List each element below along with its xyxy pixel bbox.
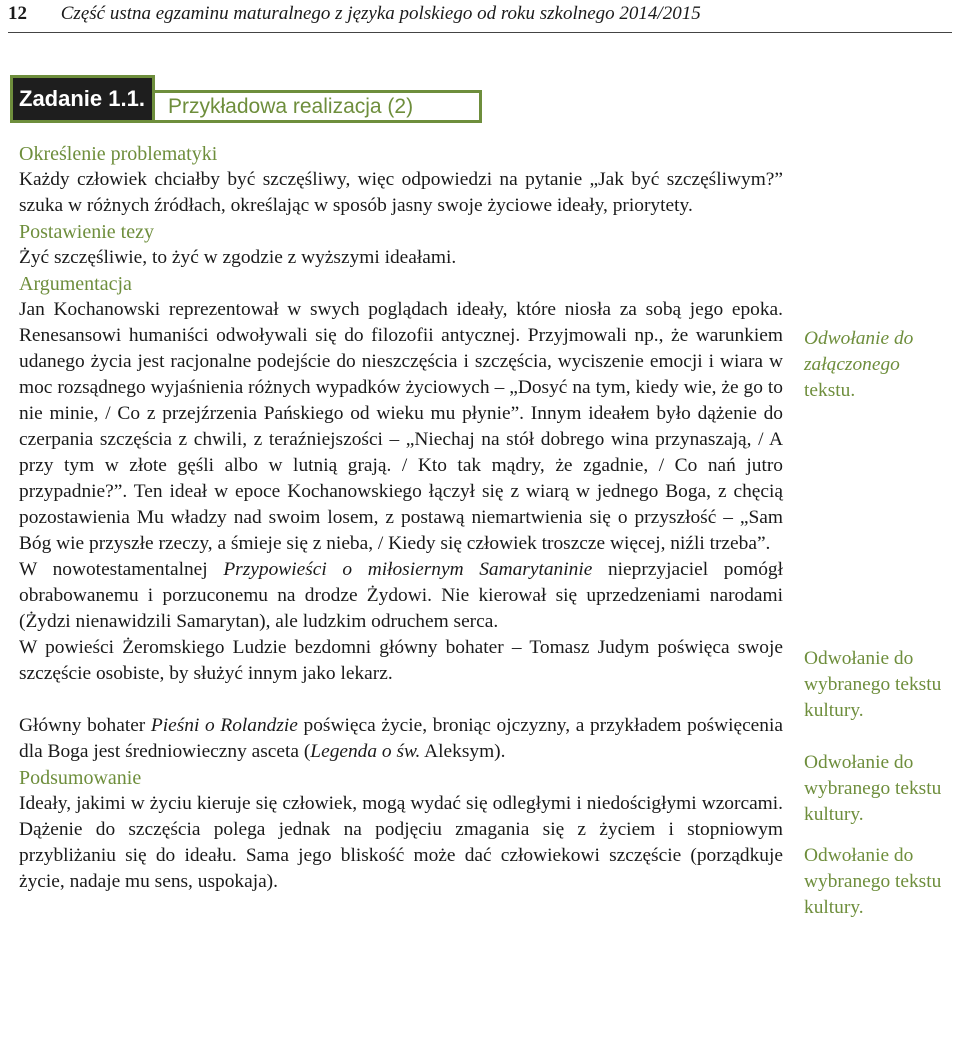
page-header [8, 2, 952, 33]
heading-argumentation: Argumentacja [19, 273, 132, 295]
argument-roland-mid: poświęca życie, broniąc ojczyzny, a przykładem poświęcenia dla Boga jest średniowieczny asceta ( [19, 715, 783, 762]
margin-note-culture-2: Odwołanie do wybranego tekstu kultury. [804, 752, 942, 825]
argument-samaritan-title: Przypowieści o miłosiernym Samarytaninie [223, 559, 593, 580]
margin-note-1-line3: tekstu. [804, 380, 856, 401]
argument-samaritan-end: nieprzyjaciel pomógł obrabowanemu i porzuconemu na drodze Żydowi. Nie kierował się uprzedzeniami narodami (Żydzi nienawidzili Samarytan), ale ludzkim odruchem serca. [19, 559, 783, 632]
argument-legend-title: Legenda o św. [310, 741, 421, 762]
heading-problem: Określenie problematyki [19, 143, 218, 165]
argument-samaritan [19, 557, 783, 635]
argument-roland-title: Pieśni o Rolandzie [150, 715, 298, 736]
argument-roland-end: Aleksym). [420, 741, 506, 762]
margin-note-culture-1: Odwołanie do wybranego tekstu kultury. [804, 648, 942, 721]
argument-zeromski: W powieści Żeromskiego Ludzie bezdomni główny bohater – Tomasz Judym poświęca swoje szczęście osobiste, by służyć innym jako lekarz. [19, 637, 783, 684]
thesis-text: Żyć szczęśliwie, to żyć w zgodzie z wyższymi ideałami. [19, 247, 457, 268]
argument-roland [19, 713, 783, 765]
heading-thesis: Postawienie tezy [19, 221, 154, 243]
argument-kochanowski: Jan Kochanowski reprezentował w swych poglądach ideały, które niosła za sobą jego epoka. Renesansowi humaniści odwoływali się do filozofii antycznej. Przyjmowali np., że warunkiem udanego życia jest racjonalne podejście do nieszczęścia i szczęścia, wyciszenie emocji i wiara w moc rozsądnego wyjaśnienia różnych wypadków życiowych – „Dosyć na tym, kiedy wie, że go to nie minie, / Co z przejźrzenia Pańskiego od wieku mu płynie”. Innym ideałem było dążenie do czerpania szczęścia z chwili, z teraźniejszości – „Niechaj na stół dobrego wina przynaszają, / A przy tym w złote gęśli albo w lutnią grają. / Kto tak mądry, że zgadnie, / Co nań jutro przypadnie?”. Ten ideał w epoce Kochanowskiego łączył się z wiarą w jednego Boga, z chęcią pozostawienia Mu władzy nad swoim losem, z postawą niemartwienia się o przyszłość – „Sam Bóg wie przyszłe rzeczy, a śmieje się z nieba, / Kiedy się człowiek troszcze więcej, niźli trzeba”. [19, 299, 783, 554]
page-number: 12 [8, 3, 27, 24]
argument-roland-start: Główny bohater [19, 715, 151, 736]
task-title: Przykładowa realizacja (2) [152, 90, 482, 123]
heading-summary: Podsumowanie [19, 767, 142, 789]
header-title: Część ustna egzaminu maturalnego z języka polskiego od roku szkolnego 2014/2015 [60, 3, 701, 24]
margin-note-attached-text [804, 326, 954, 404]
problem-text: Każdy człowiek chciałby być szczęśliwy, więc odpowiedzi na pytanie „Jak być szczęśliwym?” szuka w różnych źródłach, określając w sposób jasny swoje życiowe ideały, priorytety. [19, 169, 783, 216]
summary-text: Ideały, jakimi w życiu kieruje się człowiek, mogą wydać się odległymi i niedościgłymi wzorcami. Dążenie do szczęścia polega jednak na podjęciu zmagania się z życiem i stopniowym przybliżaniu się do ideału. Sama jego bliskość może dać człowiekowi szczęście (porządkuje życie, nadaje mu sens, uspokaja). [19, 793, 783, 892]
argument-samaritan-start: W nowotestamentalnej [19, 559, 224, 580]
margin-note-culture-3: Odwołanie do wybranego tekstu kultury. [804, 845, 942, 918]
margin-note-1-line2: załączonego [804, 354, 900, 375]
margin-note-1-line1: Odwołanie do [804, 328, 914, 349]
essay-body [19, 141, 783, 895]
task-label: Zadanie 1.1. [10, 75, 155, 123]
paragraph-gap [19, 687, 783, 713]
